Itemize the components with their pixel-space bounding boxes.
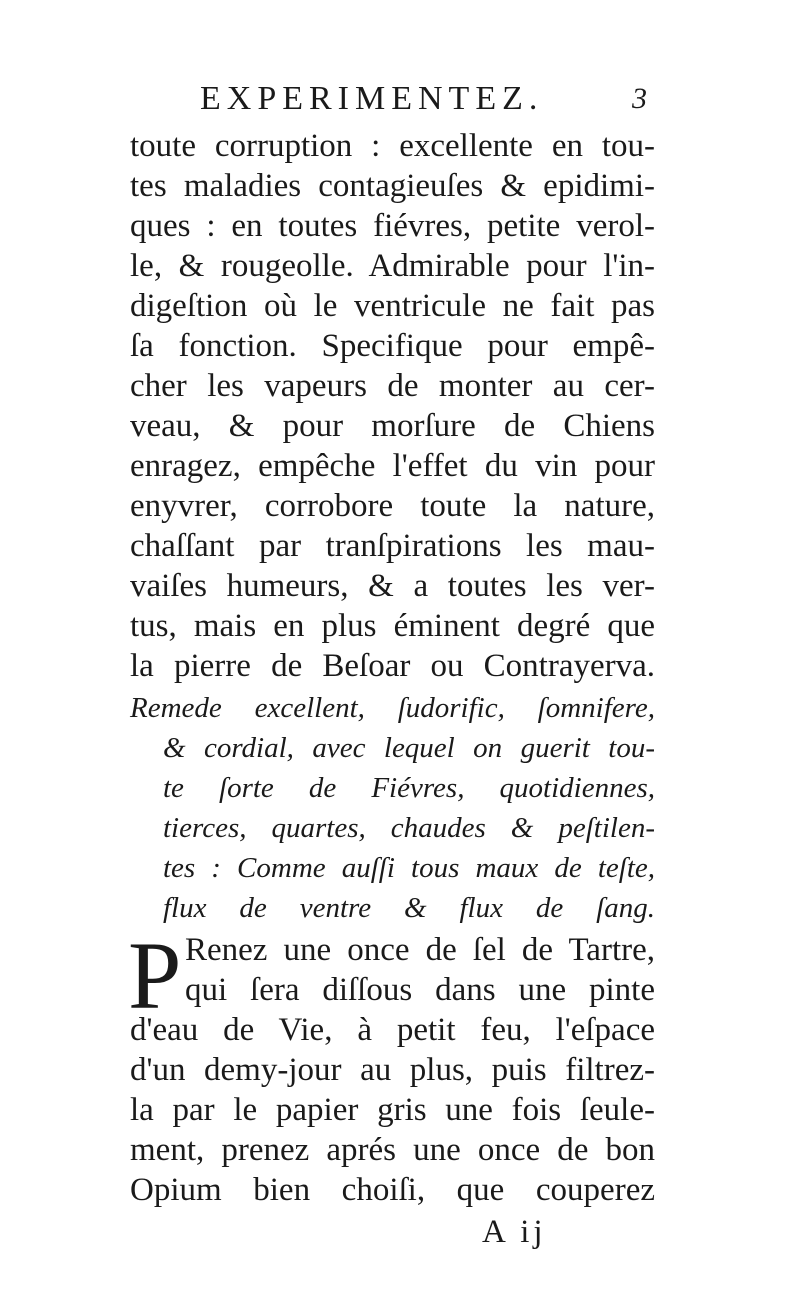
body-line: tus, mais en plus éminent degré que — [130, 608, 655, 644]
body-line: cher les vapeurs de monter au cer- — [130, 368, 655, 404]
body-line: enragez, empêche l'effet du vin pour — [130, 448, 655, 484]
body-line: tes maladies contagieuſes & epidimi- — [130, 168, 655, 204]
recipe-line: ment, prenez aprés une once de bon — [130, 1132, 655, 1168]
rubric-line: flux de ventre & flux de ſang. — [163, 892, 655, 924]
rubric-line: te ſorte de Fiévres, quotidiennes, — [163, 772, 655, 804]
body-line: toute corruption : excellente en tou- — [130, 128, 655, 164]
body-line: digeſtion où le ventricule ne fait pas — [130, 288, 655, 324]
running-title: EXPERIMENTEZ. — [200, 80, 544, 117]
rubric-line: Remede excellent, ſudorific, ſomnifere, — [130, 692, 655, 724]
body-line: ſa fonction. Specifique pour empê- — [130, 328, 655, 364]
recipe-line: la par le papier gris une fois ſeule- — [130, 1092, 655, 1128]
body-line: ques : en toutes fiévres, petite verol- — [130, 208, 655, 244]
signature-mark: A ij — [482, 1214, 547, 1250]
body-line: chaſſant par tranſpirations les mau- — [130, 528, 655, 564]
recipe-line: Renez une once de ſel de Tartre, — [185, 932, 655, 968]
recipe-line: d'eau de Vie, à petit feu, l'eſpace — [130, 1012, 655, 1048]
body-line: vaiſes humeurs, & a toutes les ver- — [130, 568, 655, 604]
body-line: le, & rougeolle. Admirable pour l'in- — [130, 248, 655, 284]
page-number: 3 — [632, 82, 647, 115]
body-line: veau, & pour morſure de Chiens — [130, 408, 655, 444]
rubric-line: tes : Comme auſſi tous maux de teſte, — [163, 852, 655, 884]
rubric-line: tierces, quartes, chaudes & peſtilen- — [163, 812, 655, 844]
drop-cap: P — [128, 922, 182, 1029]
body-line: enyvrer, corrobore toute la nature, — [130, 488, 655, 524]
recipe-line: Opium bien choiſi, que couperez — [130, 1172, 655, 1208]
body-line: la pierre de Beſoar ou Contrayerva. — [130, 648, 655, 684]
recipe-line: d'un demy-jour au plus, puis filtrez- — [130, 1052, 655, 1088]
recipe-line: qui ſera diſſous dans une pinte — [185, 972, 655, 1008]
rubric-line: & cordial, avec lequel on guerit tou- — [163, 732, 655, 764]
